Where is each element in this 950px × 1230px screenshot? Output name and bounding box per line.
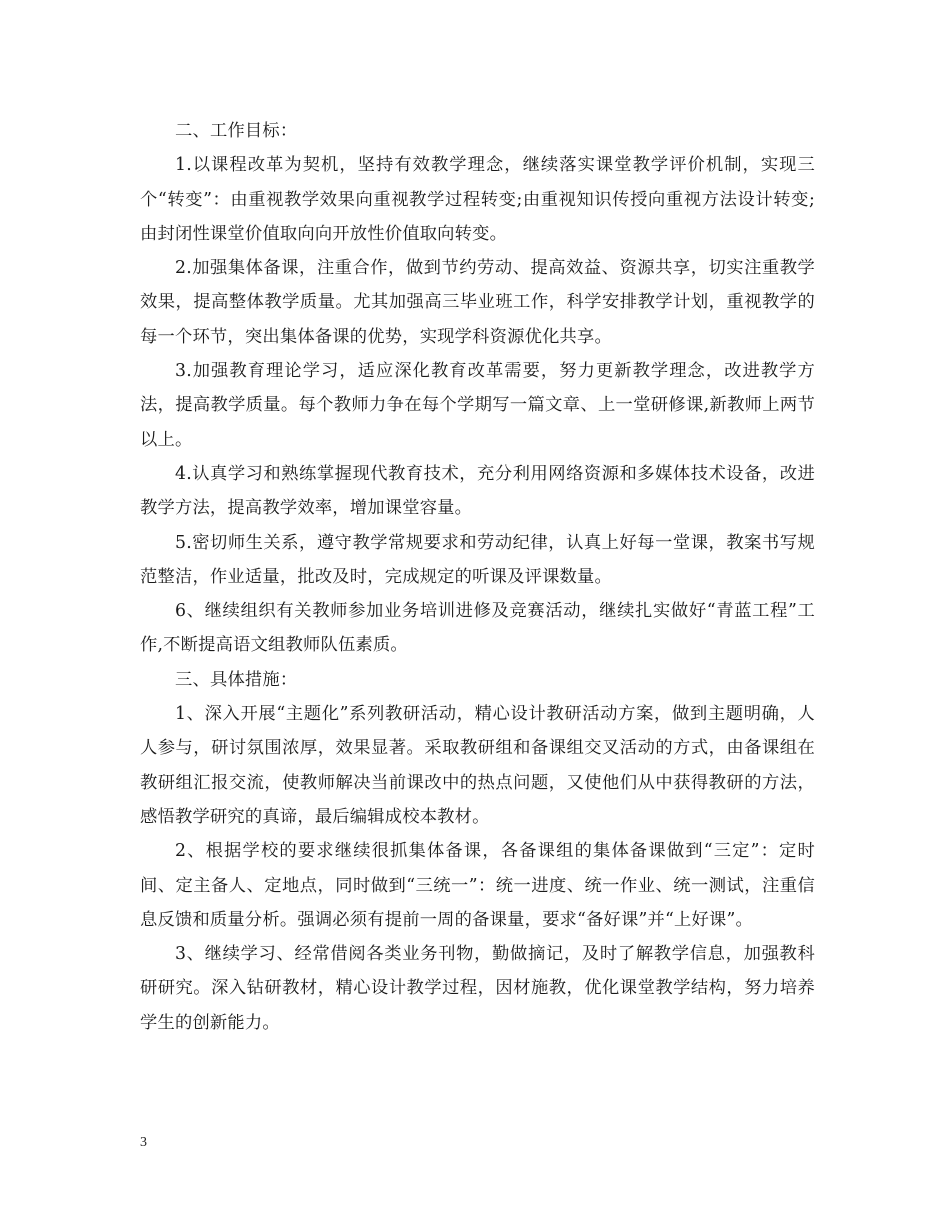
goal-paragraph-3: 3.加强教育理论学习，适应深化教育改革需要，努力更新教学理念，改进教学方法，提高教学质量。每个教师力争在每个学期写一篇文章、上一堂研修课,新教师上两节以上。 (140, 361, 815, 450)
goal-paragraph-6: 6、继续组织有关教师参加业务培训进修及竞赛活动，继续扎实做好“青蓝工程”工作,不断提高语文组教师队伍素质。 (140, 601, 815, 656)
goal-paragraph-5: 5.密切师生关系，遵守教学常规要求和劳动纪律，认真上好每一堂课，教案书写规范整洁，作业适量，批改及时，完成规定的听课及评课数量。 (140, 532, 815, 587)
document-body (140, 114, 815, 1040)
page-number: 3 (140, 1135, 147, 1150)
goal-paragraph-1: 1.以课程改革为契机，坚持有效教学理念，继续落实课堂教学评价机制，实现三个“转变”：由重视教学效果向重视教学过程转变;由重视知识传授向重视方法设计转变;由封闭性课堂价值取向向开放性价值取向转变。 (140, 155, 815, 244)
measure-paragraph-2: 2、根据学校的要求继续很抓集体备课，各备课组的集体备课做到“三定”：定时间、定主备人、定地点，同时做到“三统一”：统一进度、统一作业、统一测试，注重信息反馈和质量分析。强调必须有提前一周的备课量，要求“备好课”并“上好课”。 (140, 841, 815, 930)
goal-paragraph-4: 4.认真学习和熟练掌握现代教育技术，充分利用网络资源和多媒体技术设备，改进教学方法，提高教学效率，增加课堂容量。 (140, 463, 815, 519)
goal-paragraph-2: 2.加强集体备课，注重合作，做到节约劳动、提高效益、资源共享，切实注重教学效果，提高整体教学质量。尤其加强高三毕业班工作，科学安排教学计划，重视教学的每一个环节，突出集体备课的优势，实现学科资源优化共享。 (140, 258, 815, 347)
section-heading-measures: 三、具体措施： (175, 669, 298, 690)
measure-paragraph-1: 1、深入开展“主题化”系列教研活动，精心设计教研活动方案，做到主题明确，人人参与，研讨氛围浓厚，效果显著。采取教研组和备课组交叉活动的方式，由备课组在教研组汇报交流，使教师解决当前课改中的热点问题，又使他们从中获得教研的方法，感悟教学研究的真谛，最后编辑成校本教材。 (140, 704, 815, 827)
measure-paragraph-3: 3、继续学习、经常借阅各类业务刊物，勤做摘记，及时了解教学信息，加强教科研研究。深入钻研教材，精心设计教学过程，因材施教，优化课堂教学结构，努力培养学生的创新能力。 (140, 944, 815, 1033)
section-heading-work-goals: 二、工作目标： (175, 121, 298, 141)
